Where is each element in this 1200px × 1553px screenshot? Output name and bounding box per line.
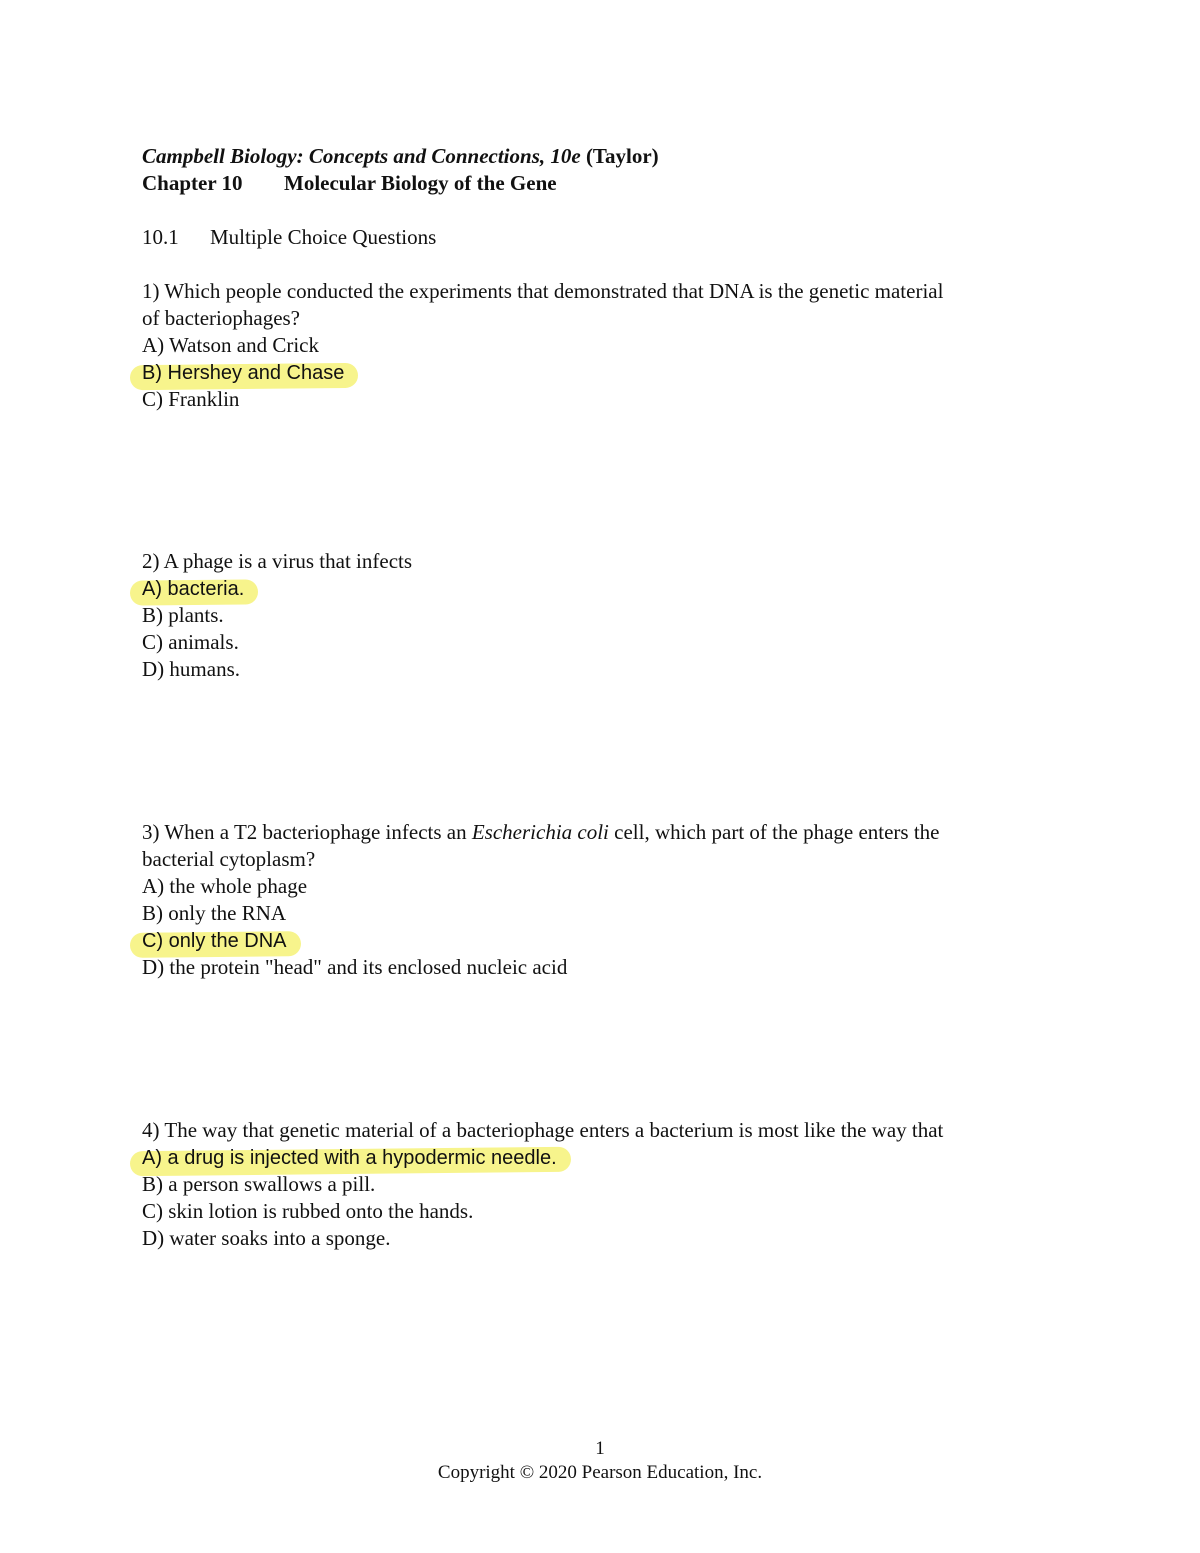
question-1-option-c: C) Franklin <box>142 387 240 411</box>
question-1-option-a: A) Watson and Crick <box>142 333 319 357</box>
highlighted-answer: A) bacteria. <box>142 576 244 603</box>
question-4-option-a <box>142 1144 557 1172</box>
page-number: 1 <box>595 1438 605 1459</box>
question-2-option-d: D) humans. <box>142 657 240 681</box>
question-3-stem-line-2: bacterial cytoplasm? <box>142 847 316 871</box>
section-title: Multiple Choice Questions <box>210 225 437 249</box>
question-1-stem-line-2: of bacteriophages? <box>142 306 301 330</box>
chapter-label: Chapter 10 <box>142 171 243 195</box>
question-3-stem-before: 3) When a T2 bacteriophage infects an <box>142 820 472 844</box>
question-3-organism-name: Escherichia coli <box>471 820 609 844</box>
question-1-stem-line-1: 1) Which people conducted the experiments that demonstrated that DNA is the genetic material <box>142 279 944 303</box>
question-3-option-a: A) the whole phage <box>142 874 308 898</box>
question-2-stem: 2) A phage is a virus that infects <box>142 549 413 573</box>
question-2-option-c: C) animals. <box>142 630 239 654</box>
question-3-stem-line-1 <box>142 819 940 846</box>
chapter-heading <box>142 170 557 197</box>
book-title: Campbell Biology: Concepts and Connections, 10e <box>142 144 581 168</box>
question-3-stem-after: cell, which part of the phage enters the <box>608 820 940 844</box>
book-title-line <box>142 143 659 170</box>
chapter-title: Molecular Biology of the Gene <box>284 171 557 195</box>
section-heading <box>142 224 436 251</box>
highlighted-answer: A) a drug is injected with a hypodermic needle. <box>142 1145 557 1172</box>
question-4-option-d: D) water soaks into a sponge. <box>142 1226 391 1250</box>
copyright-notice: Copyright © 2020 Pearson Education, Inc. <box>437 1462 763 1483</box>
highlighted-answer: B) Hershey and Chase <box>142 360 344 387</box>
question-1-option-b <box>142 359 344 387</box>
book-author: (Taylor) <box>585 144 659 168</box>
question-3-option-b: B) only the RNA <box>142 901 287 925</box>
question-4-option-b: B) a person swallows a pill. <box>142 1172 376 1196</box>
question-2-option-a <box>142 575 244 603</box>
question-4-option-c: C) skin lotion is rubbed onto the hands. <box>142 1199 474 1223</box>
question-3-option-c <box>142 927 287 955</box>
section-number: 10.1 <box>142 225 179 249</box>
highlighted-answer: C) only the DNA <box>142 928 287 955</box>
question-4-stem: 4) The way that genetic material of a bacteriophage enters a bacterium is most like the way that <box>142 1118 944 1142</box>
question-2-option-b: B) plants. <box>142 603 224 627</box>
question-3-option-d: D) the protein "head" and its enclosed nucleic acid <box>142 955 568 979</box>
